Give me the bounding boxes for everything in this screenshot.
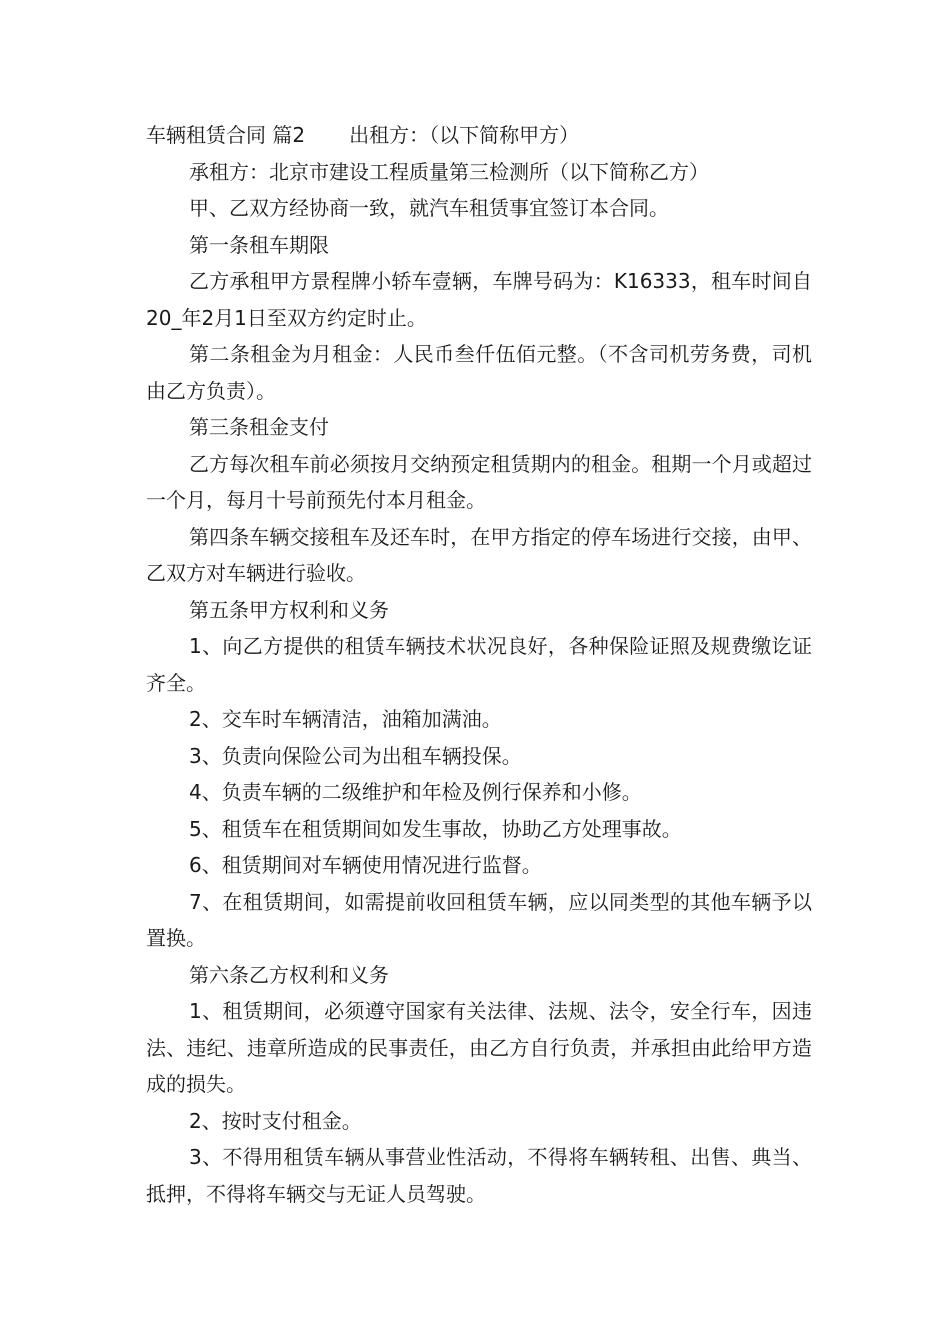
list-item: 1、向乙方提供的租赁车辆技术状况良好，各种保险证照及规费缴讫证齐全。 <box>146 634 812 695</box>
list-item: 3、负责向保险公司为出租车辆投保。 <box>189 743 522 768</box>
document-title: 车辆租赁合同 篇2 <box>146 123 306 147</box>
section-heading-term: 第一条租车期限 <box>189 232 329 257</box>
list-item: 1、租赁期间，必须遵守国家有关法律、法规、法令，安全行车，因违法、违纪、违章所造成的民事责任，由乙方自行负责，并承担由此给甲方造成的损失。 <box>146 999 812 1096</box>
list-item: 2、交车时车辆清洁，油箱加满油。 <box>189 707 502 731</box>
section-heading-payment: 第三条租金支付 <box>189 415 329 439</box>
title-line <box>146 117 812 154</box>
paragraph-lessee: 承租方：北京市建设工程质量第三检测所（以下简称乙方） <box>189 159 709 184</box>
section-heading-lessee-duties: 第六条乙方权利和义务 <box>189 962 389 987</box>
paragraph-handover: 第四条车辆交接租车及还车时，在甲方指定的停车场进行交接，由甲、乙双方对车辆进行验收。 <box>146 524 812 585</box>
list-item: 7、在租赁期间，如需提前收回租赁车辆，应以同类型的其他车辆予以置换。 <box>146 889 812 950</box>
lessor-line: 出租方：（以下简称甲方） <box>349 123 580 147</box>
list-item: 5、租赁车在租赁期间如发生事故，协助乙方处理事故。 <box>189 816 682 841</box>
paragraph-rent: 第二条租金为月租金：人民币叁仟伍佰元整。（不含司机劳务费，司机由乙方负责）。 <box>146 342 812 403</box>
list-item: 4、负责车辆的二级维护和年检及例行保养和小修。 <box>189 780 642 804</box>
paragraph-agreement: 甲、乙双方经协商一致，就汽车租赁事宜签订本合同。 <box>189 196 669 220</box>
section-heading-lessor-duties: 第五条甲方权利和义务 <box>189 597 389 622</box>
list-item: 3、不得用租赁车辆从事营业性活动，不得将车辆转租、出售、典当、抵押，不得将车辆交与无证人员驾驶。 <box>146 1145 812 1206</box>
list-item: 2、按时支付租金。 <box>189 1108 362 1133</box>
list-item: 6、租赁期间对车辆使用情况进行监督。 <box>189 853 542 877</box>
paragraph-payment: 乙方每次租车前必须按月交纳预定租赁期内的租金。租期一个月或超过一个月，每月十号前预先付本月租金。 <box>146 451 812 512</box>
paragraph-vehicle: 乙方承租甲方景程牌小轿车壹辆，车牌号码为：K16333，租车时间自20_年2月1日至双方约定时止。 <box>146 269 812 330</box>
document-body <box>146 117 812 1212</box>
